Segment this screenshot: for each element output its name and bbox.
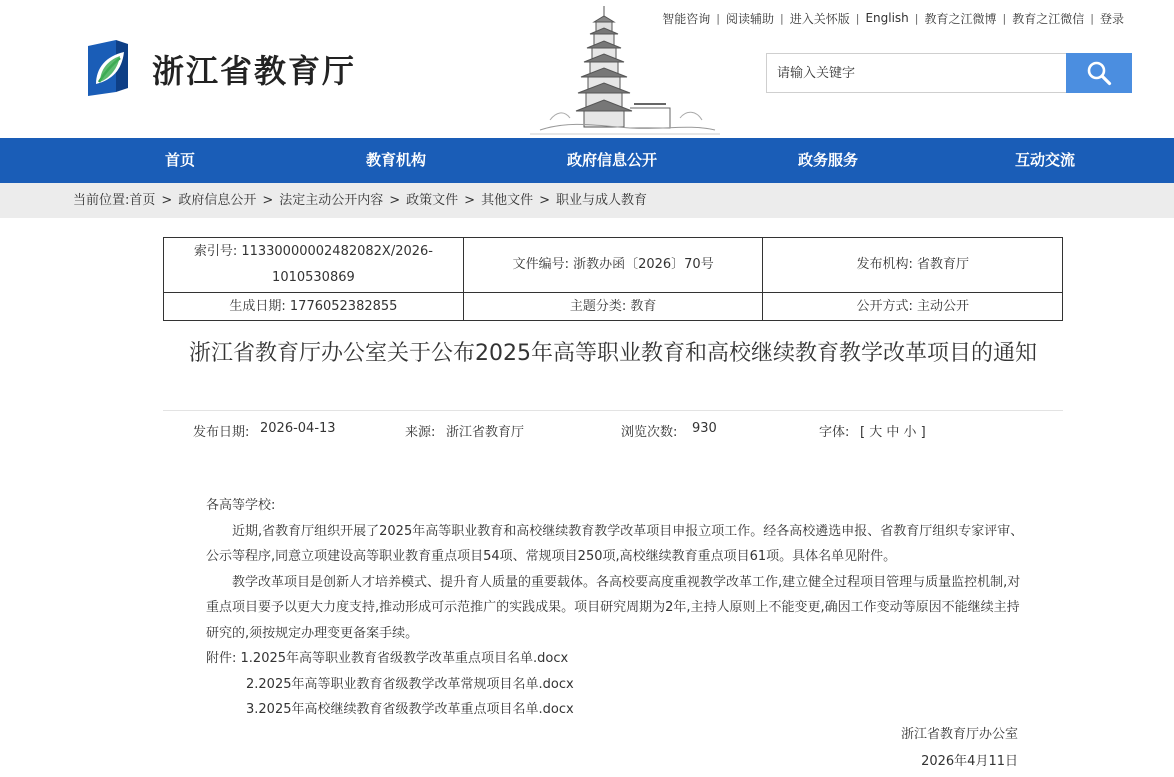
breadcrumb-item[interactable]: 职业与成人教育 <box>556 193 648 208</box>
search-button[interactable] <box>1066 53 1132 93</box>
search-icon <box>1086 60 1112 86</box>
breadcrumb-item[interactable]: 法定主动公开内容 <box>279 193 384 208</box>
meta-doc-no: 文件编号: 浙教办函〔2026〕70号 <box>463 238 763 293</box>
font-size-label: 字体: <box>819 425 850 440</box>
top-links <box>662 9 1124 27</box>
separator: | <box>780 11 784 25</box>
breadcrumb-bar <box>0 183 1174 218</box>
attachment-link[interactable]: 2.2025年高等职业教育省级教学改革常规项目名单.docx <box>246 676 574 692</box>
site-logo[interactable] <box>82 36 382 100</box>
top-link-reading-aid[interactable]: 阅读辅助 <box>725 11 774 26</box>
breadcrumb-separator: > <box>262 193 274 208</box>
top-link-care-mode[interactable]: 进入关怀版 <box>789 11 850 26</box>
attachment-line <box>206 697 1026 723</box>
separator: | <box>716 11 720 25</box>
article-title: 浙江省教育厅办公室关于公布2025年高等职业教育和高校继续教育教学改革项目的通知 <box>189 341 1037 366</box>
breadcrumb-prefix: 当前位置: <box>73 193 130 208</box>
publish-date-label: 发布日期: <box>193 425 250 440</box>
article-info <box>163 421 1063 441</box>
leaf-logo-icon <box>82 38 134 98</box>
top-link-weibo[interactable]: 教育之江微博 <box>924 11 997 26</box>
meta-index-no: 索引号: 11330000002482082X/2026-1010530869 <box>164 238 464 293</box>
separator: | <box>1002 11 1007 25</box>
breadcrumb-item[interactable]: 首页 <box>129 193 156 208</box>
main-nav <box>0 138 1174 183</box>
article-body <box>206 493 1026 723</box>
top-link-wechat[interactable]: 教育之江微信 <box>1012 11 1085 26</box>
document-meta-table <box>163 237 1063 321</box>
paragraph: 近期,省教育厅组织开展了2025年高等职业教育和高校继续教育教学改革项目申报立项工作。经各高校遴选申报、省教育厅组织专家评审、公示等程序,同意立项建设高等职业教育重点项目54项、常规项目250项,高校继续教育重点项目61项。具体名单见附件。 <box>206 523 1024 564</box>
salutation: 各高等学校: <box>206 498 276 513</box>
publish-date: 2026-04-13 <box>260 421 336 436</box>
nav-home[interactable]: 首页 <box>164 151 195 169</box>
attachments-label: 附件: <box>206 651 237 666</box>
breadcrumb-separator: > <box>464 193 476 208</box>
attachment-link[interactable]: 1.2025年高等职业教育省级教学改革重点项目名单.docx <box>240 651 569 666</box>
paragraph: 教学改革项目是创新人才培养模式、提升育人质量的重要载体。各高校要高度重视教学改革工作,建立健全过程项目管理与质量监控机制,对重点项目要予以更大力度支持,推动形成可示范推广的实践成果。项目研究周期为2年,主持人原则上不能变更,确因工作变动等原因不能继续主持研究的,须按规定办理变更备案手续。 <box>206 574 1021 641</box>
nav-institutions[interactable]: 教育机构 <box>365 151 426 169</box>
breadcrumb-item[interactable]: 政府信息公开 <box>178 193 257 208</box>
meta-issuer: 发布机构: 省教育厅 <box>763 238 1063 293</box>
font-size-switch[interactable]: [ 大 中 小 ] <box>860 425 926 440</box>
attachment-line <box>206 646 1026 672</box>
search-input[interactable] <box>766 53 1067 93</box>
breadcrumb-separator: > <box>161 193 173 208</box>
signature-org: 浙江省教育厅办公室 <box>900 727 1018 742</box>
breadcrumb-separator: > <box>389 193 401 208</box>
nav-gov-services[interactable]: 政务服务 <box>797 151 858 169</box>
attachment-line <box>206 672 1026 698</box>
breadcrumb-item[interactable]: 其他文件 <box>481 193 534 208</box>
nav-gov-info[interactable]: 政府信息公开 <box>566 151 657 169</box>
meta-disclosure: 公开方式: 主动公开 <box>763 293 1063 321</box>
separator: | <box>1090 11 1094 25</box>
site-name: 浙江省教育厅 <box>152 52 357 90</box>
breadcrumb-separator: > <box>539 193 550 208</box>
breadcrumb <box>73 183 647 218</box>
views-label: 浏览次数: <box>621 425 678 440</box>
top-link-smart-consult[interactable]: 智能咨询 <box>662 11 711 26</box>
meta-created: 生成日期: 1776052382855 <box>164 293 464 321</box>
source-label: 来源: <box>405 425 436 440</box>
signature-date: 2026年4月11日 <box>921 754 1018 769</box>
signature <box>901 721 1018 775</box>
separator: | <box>855 11 860 25</box>
search-box <box>766 53 1132 93</box>
attachment-link[interactable]: 3.2025年高校继续教育省级教学改革重点项目名单.docx <box>246 702 574 717</box>
meta-category: 主题分类: 教育 <box>463 293 763 321</box>
breadcrumb-item[interactable]: 政策文件 <box>406 193 459 208</box>
top-link-login[interactable]: 登录 <box>1099 11 1124 26</box>
views-count: 930 <box>692 421 717 436</box>
top-link-english[interactable]: English <box>865 11 909 25</box>
nav-interaction[interactable]: 互动交流 <box>1014 151 1075 169</box>
source-value: 浙江省教育厅 <box>446 425 525 440</box>
site-header <box>0 0 1174 138</box>
divider <box>163 410 1063 411</box>
separator: | <box>914 11 919 25</box>
